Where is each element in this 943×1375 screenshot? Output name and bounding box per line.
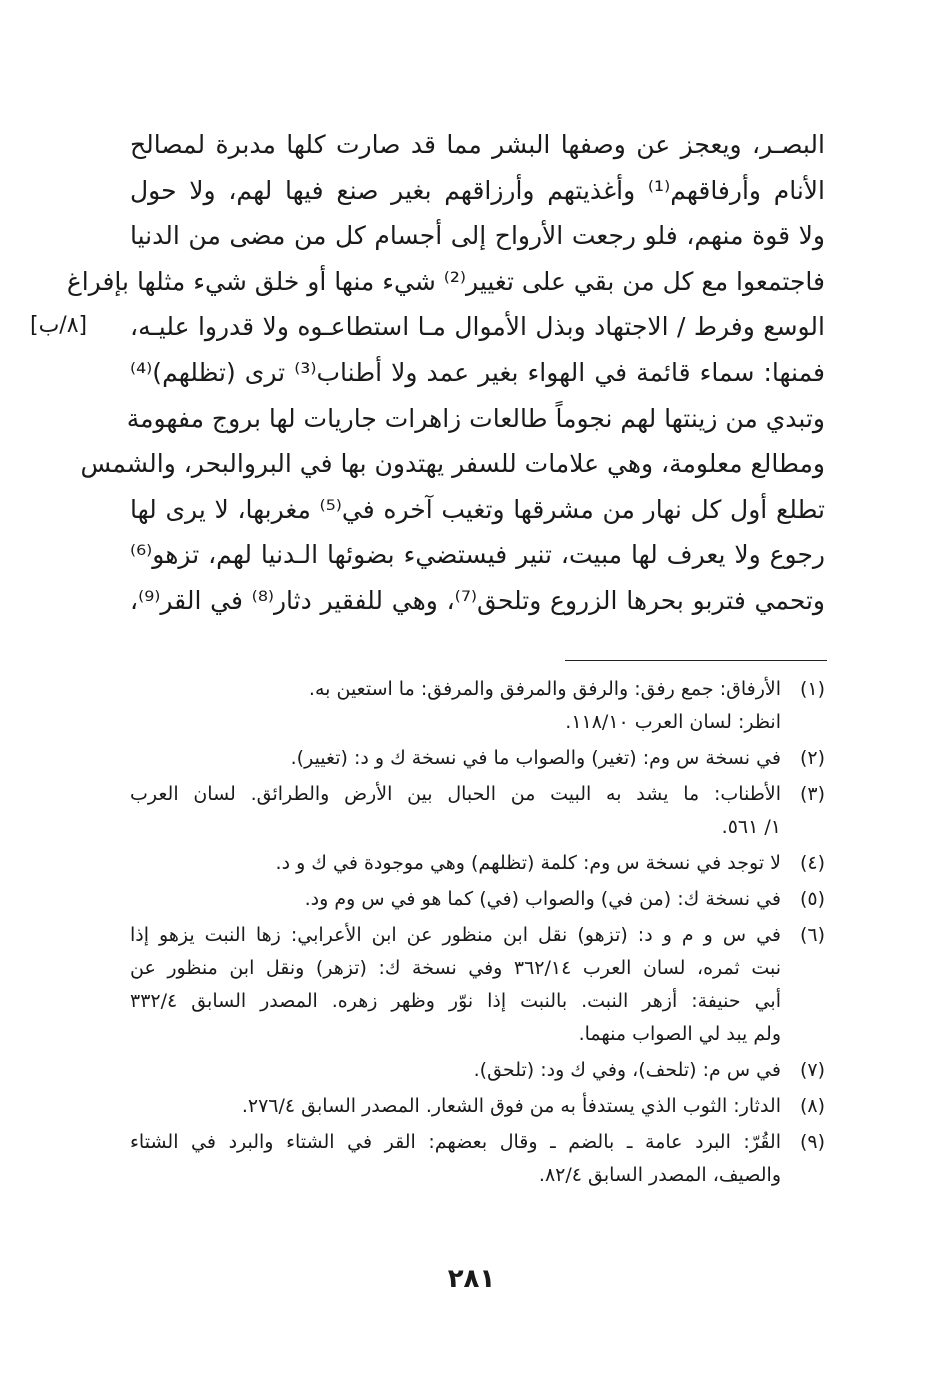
main-text-line: تطلع أول كل نهار من مشرقها وتغيب آخره في⁽⁵⁾ مغربها، لا يرى لها bbox=[130, 494, 825, 524]
page-number: ٢٨١ bbox=[447, 1264, 496, 1294]
footnote-1 bbox=[130, 673, 825, 739]
footnote-6 bbox=[130, 919, 825, 1051]
footnote-text bbox=[130, 847, 781, 880]
footnote-3 bbox=[130, 778, 825, 844]
footnote-number: (٨) bbox=[799, 1095, 825, 1117]
main-text-block bbox=[66, 122, 826, 624]
footnote-text bbox=[130, 778, 781, 844]
footnote-line: في س م: (تلحف)، وفي ك ود: (تلحق). bbox=[473, 1059, 781, 1081]
main-text-line: وتحمي فتربو بحرها الزروع وتلحق⁽⁷⁾، وهي للفقير دثار⁽⁸⁾ في القر⁽⁹⁾، bbox=[130, 585, 825, 615]
footnote-number: (١) bbox=[799, 678, 825, 700]
footnote-number: (٦) bbox=[799, 924, 825, 946]
main-text-line: الوسع وفرط / الاجتهاد وبذل الأموال مـا استطاعـوه ولا قدروا عليـه، bbox=[130, 312, 825, 342]
footnote-2 bbox=[130, 742, 825, 775]
main-text-line: البصـر، ويعجز عن وصفها البشر مما قد صارت كلها مدبرة لمصالح bbox=[130, 130, 825, 159]
footnote-number: (٤) bbox=[799, 852, 825, 874]
footnote-line: الأطناب: ما يشد به البيت من الحبال بين الأرض والطرائق. لسان العرب bbox=[130, 783, 781, 805]
footnote-line: الأرفاق: جمع رفق: والرفق والمرفق والمرفق: ما استعين به. bbox=[308, 678, 781, 700]
footnote-line: القُرّ: البرد عامة ـ بالضم ـ وقال بعضهم: القر في الشتاء والبرد في الشتاء bbox=[130, 1131, 781, 1153]
footnotes-block bbox=[130, 673, 825, 1195]
footnote-number: (٢) bbox=[799, 747, 825, 769]
footnote-line: لا توجد في نسخة س وم: كلمة (تظلهم) وهي موجودة في ك و د. bbox=[275, 852, 781, 874]
footnote-text bbox=[130, 919, 781, 1051]
footnote-number: (٩) bbox=[799, 1131, 825, 1153]
main-text-line: ولا قوة منهم، فلو رجعت الأرواح إلى أجسام كل من مضى من الدنيا bbox=[130, 221, 825, 251]
footnote-line: ١/ ٥٦١. bbox=[721, 816, 781, 838]
footnote-text bbox=[130, 1126, 781, 1192]
footnote-9 bbox=[130, 1126, 825, 1192]
manuscript-folio-reference: [٨/ب] bbox=[30, 313, 88, 338]
footnote-line: في نسخة ك: (من في) والصواب (في) كما هو في س وم ود. bbox=[304, 888, 781, 910]
main-text-line: فمنها: سماء قائمة في الهواء بغير عمد ولا أطناب⁽³⁾ ترى (تظلهم)⁽⁴⁾ bbox=[130, 357, 826, 387]
main-text-line: وتبدي من زينتها لهم نجوماً طالعات زاهرات جاريات لها بروج مفهومة bbox=[126, 403, 825, 433]
footnote-5 bbox=[130, 883, 825, 916]
footnote-7 bbox=[130, 1054, 825, 1087]
footnote-line: والصيف، المصدر السابق ٨٢/٤. bbox=[538, 1164, 781, 1186]
footnote-text bbox=[130, 673, 781, 739]
footnote-8 bbox=[130, 1090, 825, 1123]
footnote-line: في س و م و د: (تزهو) نقل ابن منظور عن ابن الأعرابي: زها النبت يزهو إذا bbox=[130, 924, 781, 946]
footnote-number: (٧) bbox=[799, 1059, 825, 1081]
footnote-number: (٥) bbox=[799, 888, 825, 910]
footnote-number: (٣) bbox=[799, 783, 825, 805]
footnote-text bbox=[130, 1090, 781, 1123]
footnote-line: نبت ثمره، لسان العرب ٣٦٢/١٤ وفي نسخة ك: (تزهر) ونقل ابن منظور عن bbox=[130, 957, 782, 979]
footnote-text bbox=[130, 883, 781, 916]
footnote-line: أبي حنيفة: أزهر النبت. بالنبت إذا نوّر وظهر زهره. المصدر السابق ٣٣٢/٤ bbox=[130, 990, 781, 1012]
footnote-line: في نسخة س وم: (تغير) والصواب ما في نسخة ك و د: (تغيير). bbox=[290, 747, 781, 769]
footnote-text bbox=[130, 742, 781, 775]
main-text-line: فاجتمعوا مع كل من بقي على تغيير⁽²⁾ شيء منها أو خلق شيء مثلها بإفراغ bbox=[66, 266, 825, 296]
footnote-separator bbox=[565, 660, 827, 661]
footnote-line: انظر: لسان العرب ١١٨/١٠. bbox=[565, 711, 781, 733]
footnote-line: ولم يبد لي الصواب منهما. bbox=[578, 1023, 781, 1045]
main-text-line: رجوع ولا يعرف لها مبيت، تنير فيستضيء بضوئها الـدنيا لهم، تزهو⁽⁶⁾ bbox=[130, 540, 825, 570]
footnote-4 bbox=[130, 847, 825, 880]
footnote-text bbox=[130, 1054, 781, 1087]
main-text-line: الأنام وأرفاقهم⁽¹⁾ وأغذيتهم وأرزاقهم بغير صنع فيها لهم، ولا حول bbox=[130, 175, 825, 205]
footnote-line: الدثار: الثوب الذي يستدفأ به من فوق الشعار. المصدر السابق ٢٧٦/٤. bbox=[241, 1095, 781, 1117]
main-text-line: ومطالع معلومة، وهي علامات للسفر يهتدون بها في البروالبحر، والشمس bbox=[80, 449, 825, 479]
